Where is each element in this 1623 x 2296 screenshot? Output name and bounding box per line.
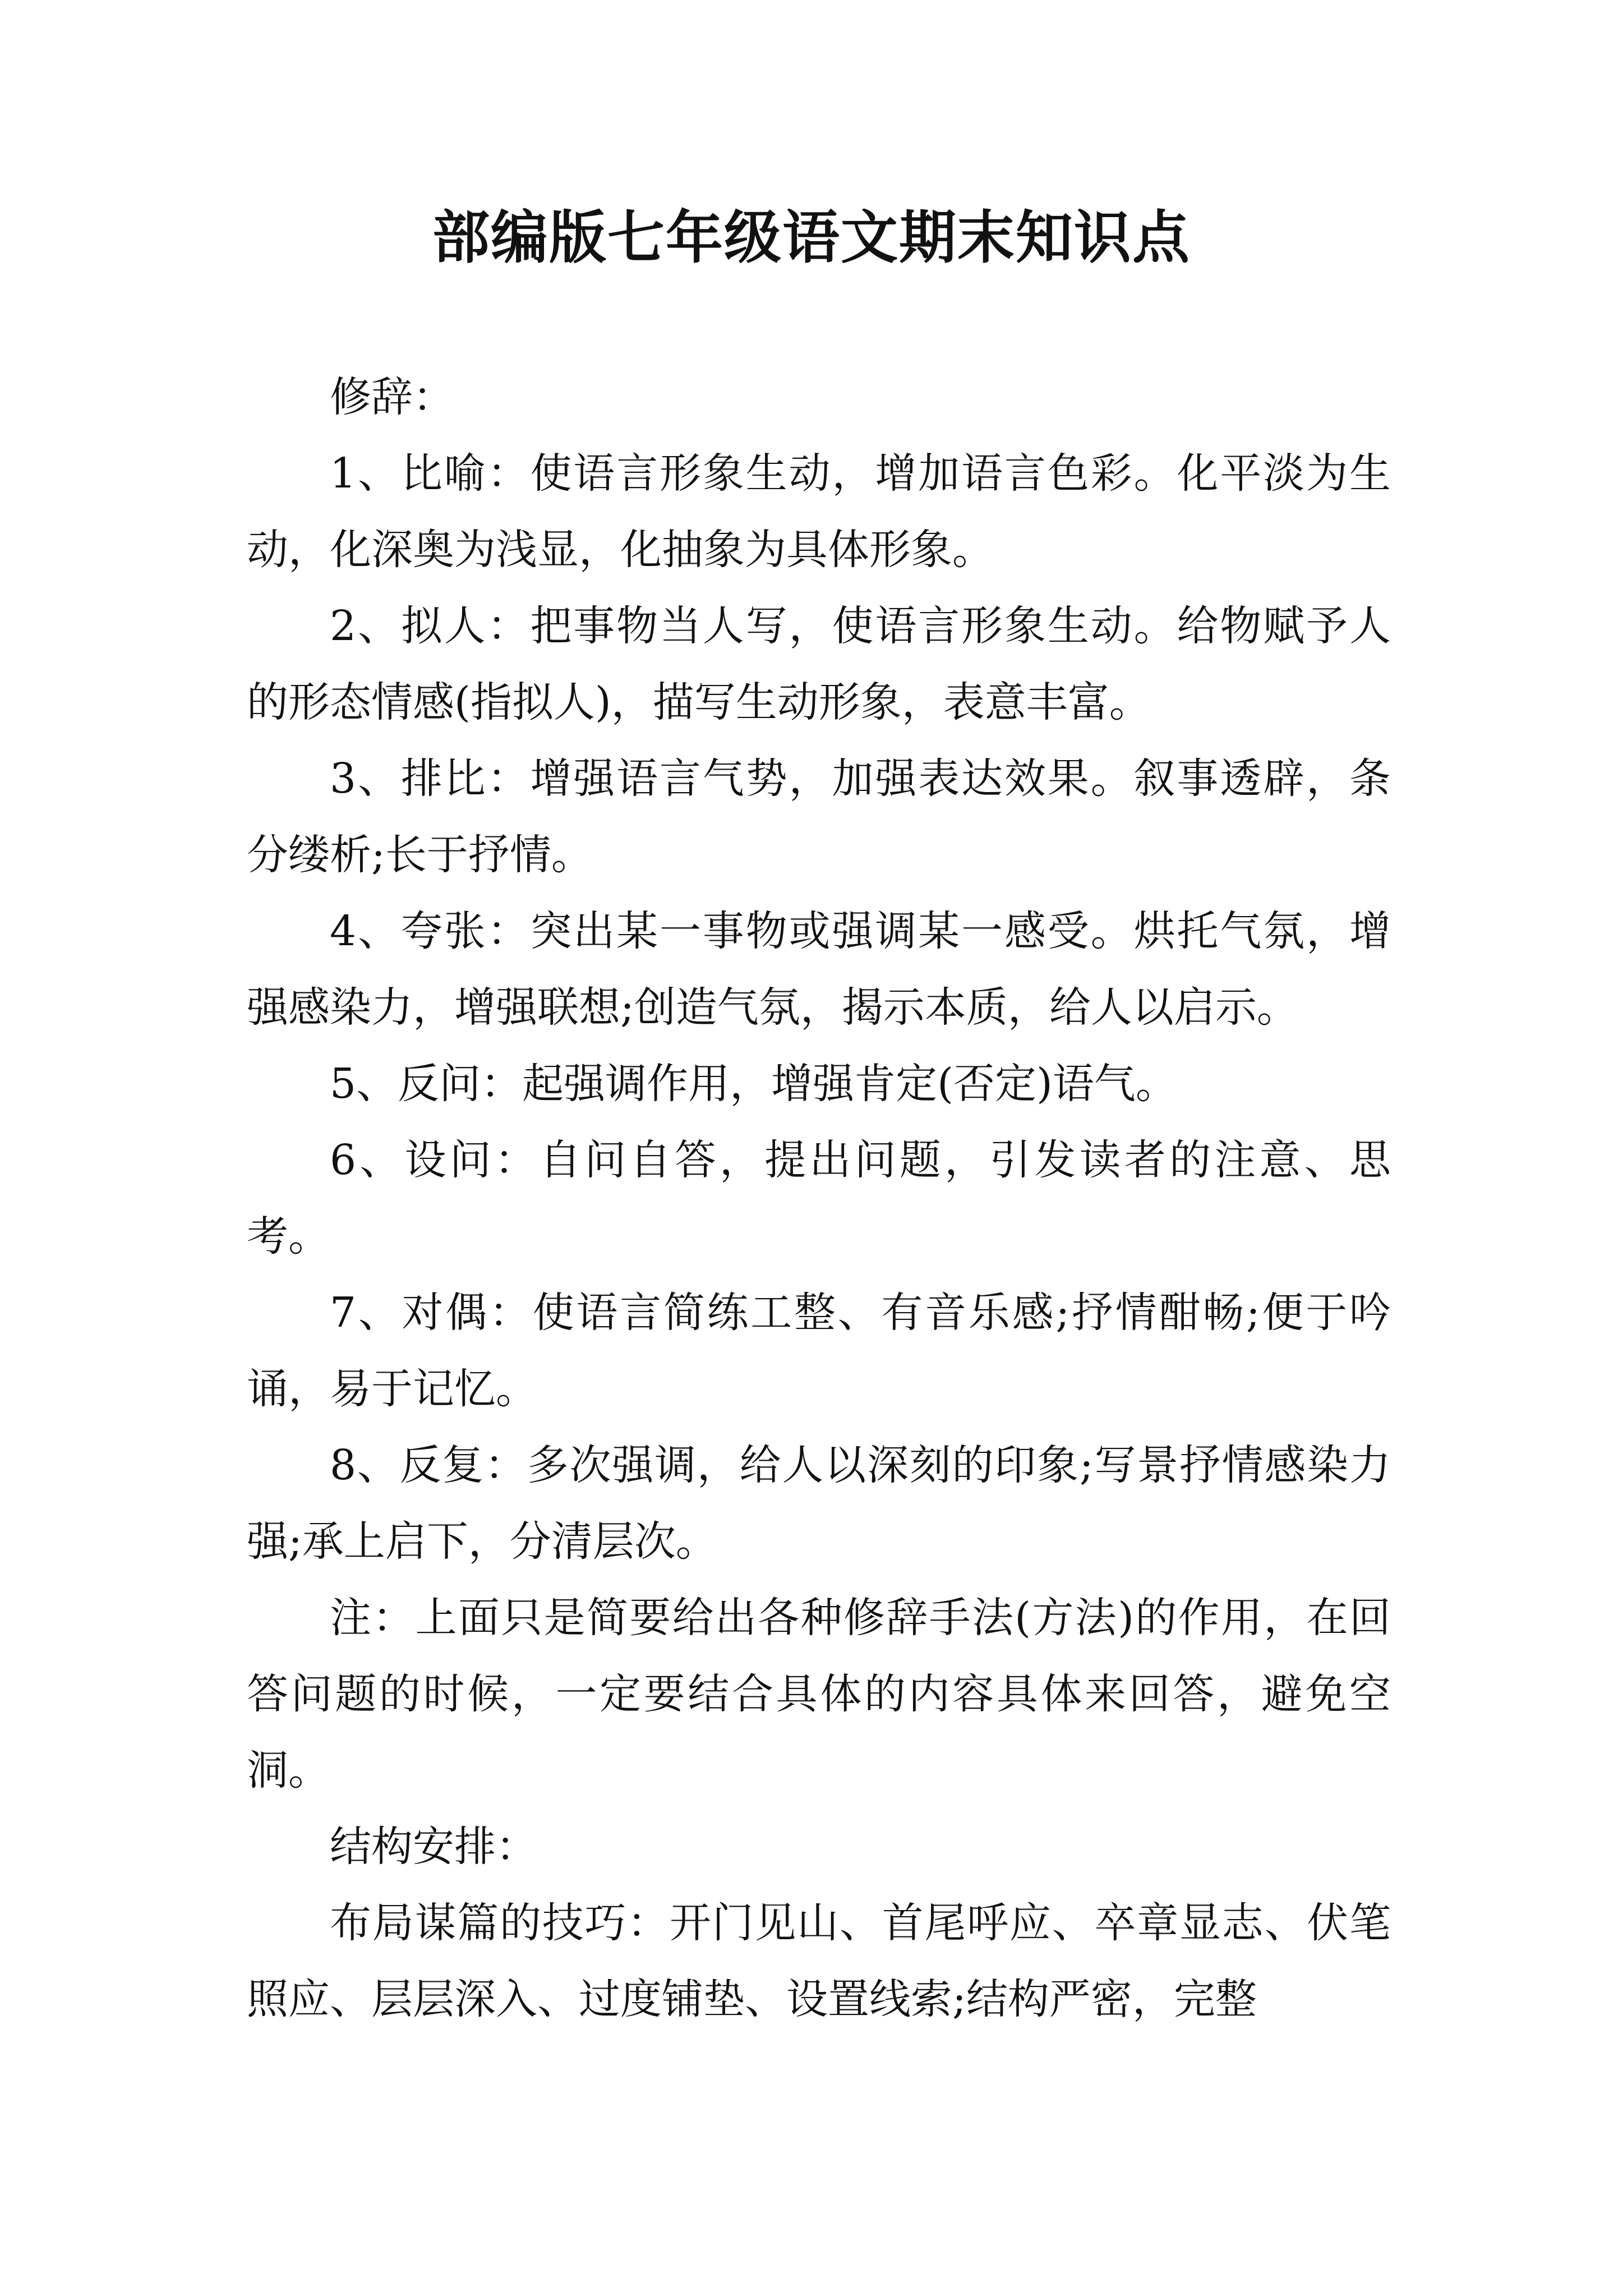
paragraph-metaphor: 1、比喻：使语言形象生动，增加语言色彩。化平淡为生动，化深奥为浅显，化抽象为具体形象。 — [247, 449, 1391, 574]
paragraph-repetition: 8、反复：多次强调，给人以深刻的印象;写景抒情感染力强;承上启下，分清层次。 — [247, 1441, 1391, 1566]
paragraph-structure-heading: 结构安排： — [330, 1823, 537, 1871]
paragraph-hypophora: 6、设问：自问自答，提出问题，引发读者的注意、思考。 — [247, 1136, 1391, 1260]
paragraph-rhetorical-question: 5、反问：起强调作用，增强肯定(否定)语气。 — [330, 1060, 1177, 1108]
paragraph-note: 注：上面只是简要给出各种修辞手法(方法)的作用，在回答问题的时候，一定要结合具体的内容具体来回答，避免空洞。 — [247, 1594, 1391, 1795]
paragraph-parallelism: 3、排比：增强语言气势，加强表达效果。叙事透辟，条分缕析;长于抒情。 — [247, 754, 1391, 879]
paragraph-personification: 2、拟人：把事物当人写，使语言形象生动。给物赋予人的形态情感(指拟人)，描写生动形象，表意丰富。 — [247, 602, 1391, 726]
paragraph-layout-techniques: 布局谋篇的技巧：开门见山、首尾呼应、卒章显志、伏笔照应、层层深入、过度铺垫、设置线索;结构严密，完整 — [247, 1899, 1391, 2023]
paragraph-hyperbole: 4、夸张：突出某一事物或强调某一感受。烘托气氛，增强感染力，增强联想;创造气氛，揭示本质，给人以启示。 — [247, 907, 1391, 1032]
document-title: 部编版七年级语文期末知识点 — [432, 205, 1191, 272]
document-body — [247, 359, 1391, 2037]
paragraph-antithesis: 7、对偶：使语言简练工整、有音乐感;抒情酣畅;便于吟诵，易于记忆。 — [247, 1289, 1391, 1413]
paragraph-rhetoric-heading: 修辞： — [330, 373, 454, 421]
